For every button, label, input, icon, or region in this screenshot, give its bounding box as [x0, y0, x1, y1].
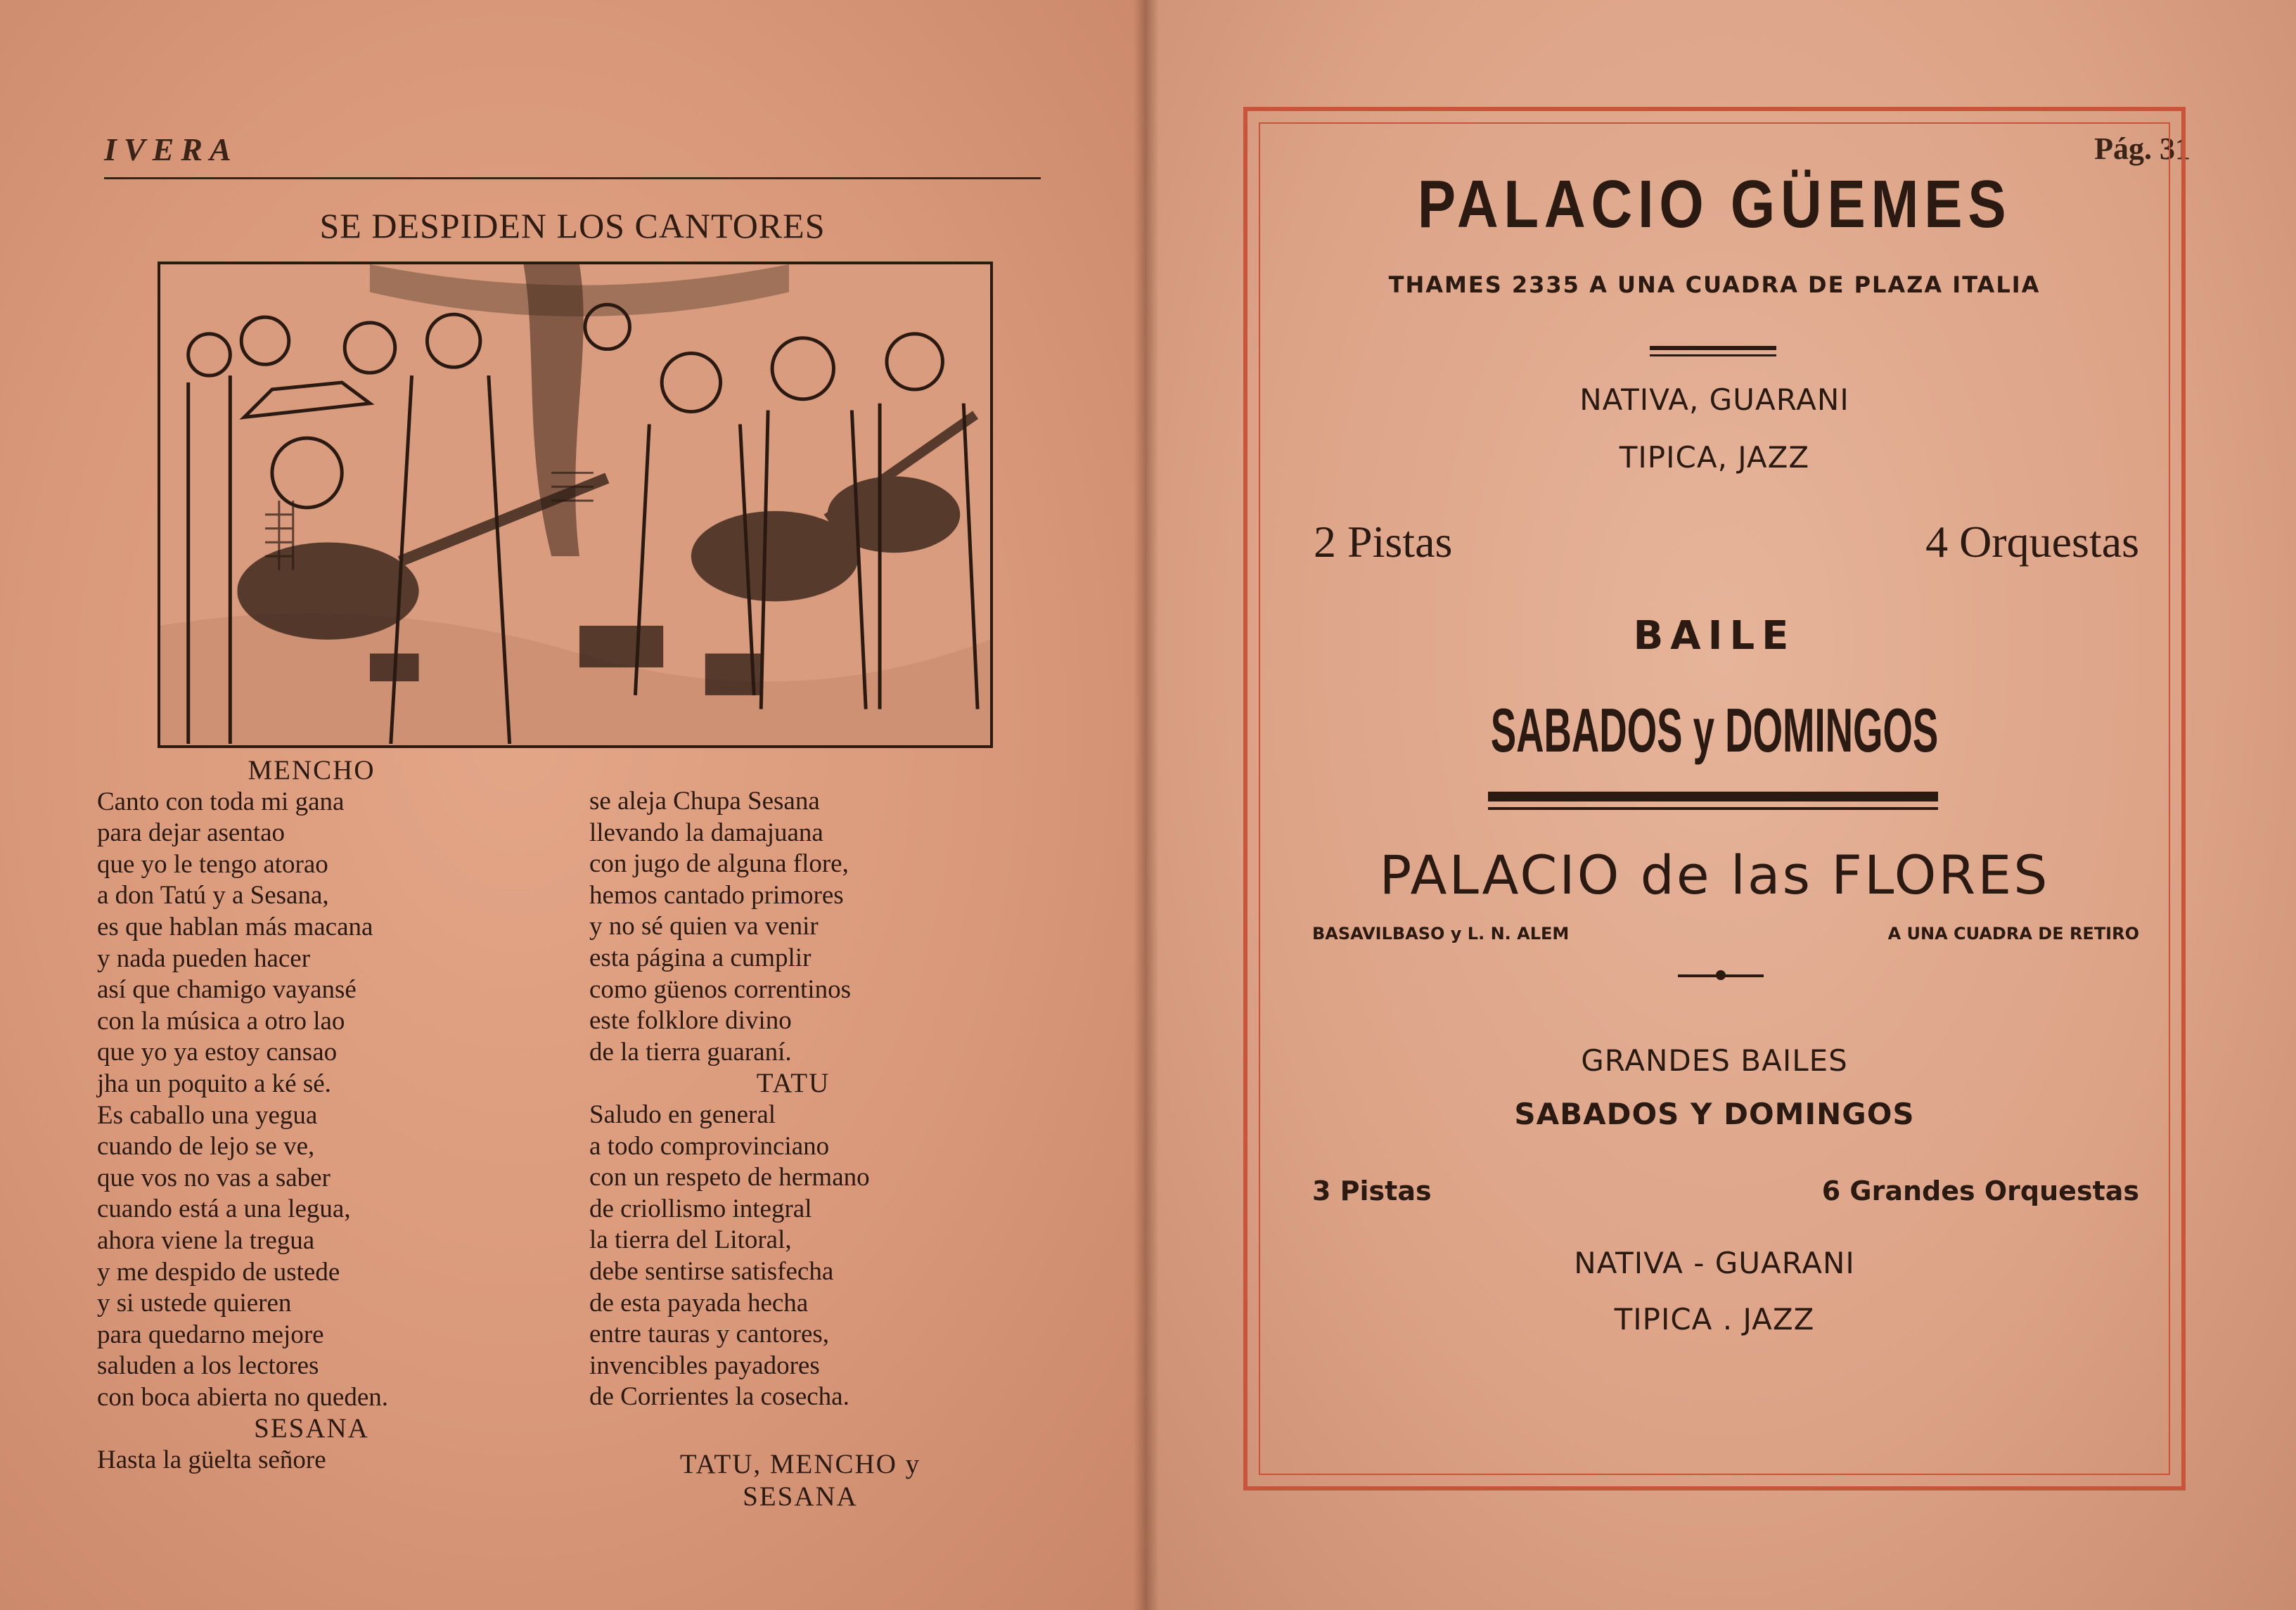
poem-line: cuando está a una legua,	[97, 1194, 351, 1224]
poem-line: y nada pueden hacer	[97, 944, 311, 973]
speaker-name: SESANA	[254, 1413, 369, 1444]
venue2-pistas: 3 Pistas	[1312, 1176, 1432, 1206]
poem-title: SE DESPIDEN LOS CANTORES	[319, 206, 826, 245]
double-rule	[1488, 792, 1938, 801]
poem-line: que yo le tengo atorao	[97, 849, 328, 879]
signature-line: SESANA	[743, 1481, 858, 1512]
venue1-baile: BAILE	[1633, 613, 1796, 659]
ornament-flourish-dot	[1716, 970, 1726, 980]
speaker-name: MENCHO	[248, 755, 376, 785]
poem-line: a todo comprovinciano	[589, 1131, 830, 1161]
poem-line: y no sé quien va venir	[589, 912, 819, 941]
ornament-rule	[1650, 346, 1776, 350]
poem-line: ahora viene la tregua	[97, 1225, 315, 1255]
poem-line: de esta payada hecha	[589, 1288, 809, 1318]
poem-line: este folklore divino	[589, 1006, 792, 1036]
poem-line: se aleja Chupa Sesana	[589, 787, 820, 816]
poem-line: Canto con toda mi gana	[97, 787, 345, 816]
poem-line: jha un poquito a ké sé.	[97, 1069, 331, 1098]
poem-line: para dejar asentao	[97, 818, 286, 848]
poem-line: con boca abierta no queden.	[97, 1382, 389, 1412]
double-rule	[1488, 807, 1938, 810]
poem-line: con jugo de alguna flore,	[589, 849, 849, 879]
venue2-music-line2: TIPICA . JAZZ	[1614, 1302, 1815, 1337]
venue1-pistas: 2 Pistas	[1314, 517, 1453, 567]
poem-line: Hasta la güelta señore	[97, 1445, 326, 1475]
poem-line: y me despido de ustede	[97, 1257, 340, 1287]
poem-line: que vos no vas a saber	[97, 1163, 331, 1192]
poem-line: con la música a otro lao	[97, 1006, 345, 1036]
signature	[603, 1448, 997, 1513]
poem-line: como güenos correntinos	[589, 974, 851, 1004]
poem-line: que yo ya estoy cansao	[97, 1038, 338, 1067]
poem-line: Saludo en general	[589, 1100, 776, 1129]
poem-line: saluden a los lectores	[97, 1351, 319, 1381]
signature-line: TATU, MENCHO y	[679, 1449, 921, 1479]
venue1-music-line1: NATIVA, GUARANI	[1579, 382, 1849, 417]
poem-column-left	[97, 755, 554, 1476]
ornament-rule	[1650, 354, 1776, 356]
poem-line: así que chamigo vayansé	[97, 975, 357, 1005]
venue1-name: PALACIO GÜEMES	[1417, 167, 2012, 242]
poem-line: invencibles payadores	[589, 1351, 820, 1380]
poem-line: con un respeto de hermano	[589, 1163, 870, 1192]
venue2-events: GRANDES BAILES	[1581, 1043, 1848, 1078]
venue1-days: SABADOS y DOMINGOS	[1490, 695, 1939, 765]
illustration-drawing	[160, 264, 990, 745]
poem-line: cuando de lejo se ve,	[97, 1132, 315, 1161]
poem-line: Es caballo una yegua	[97, 1100, 318, 1130]
venue2-music-line1: NATIVA - GUARANI	[1574, 1246, 1855, 1280]
poem-line: la tierra del Litoral,	[589, 1225, 792, 1255]
poem-column-right	[589, 786, 1025, 1413]
running-head: IVERA	[104, 131, 238, 167]
payadores-illustration-icon	[158, 262, 993, 748]
venue1-orquestas: 4 Orquestas	[1925, 517, 2139, 567]
header-rule	[104, 177, 1041, 179]
poem-line: esta página a cumplir	[589, 943, 812, 972]
poem-line: de la tierra guaraní.	[589, 1037, 792, 1067]
poem-line: es que hablan más macana	[97, 912, 373, 941]
poem-line: de criollismo integral	[589, 1194, 812, 1223]
poem-line: a don Tatú y a Sesana,	[97, 881, 329, 910]
book-gutter	[1134, 0, 1159, 1610]
poem-line: llevando la damajuana	[589, 818, 823, 847]
venue1-address: THAMES 2335 A UNA CUADRA DE PLAZA ITALIA	[1388, 271, 2041, 298]
poem-line: entre tauras y cantores,	[589, 1320, 830, 1349]
speaker-name: TATU	[756, 1068, 830, 1099]
poem-line: hemos cantado primores	[589, 880, 844, 910]
poem-line: debe sentirse satisfecha	[589, 1256, 834, 1286]
poem-line: de Corrientes la cosecha.	[589, 1382, 849, 1412]
venue2-orquestas: 6 Grandes Orquestas	[1821, 1176, 2139, 1206]
venue2-days: SABADOS Y DOMINGOS	[1514, 1097, 1915, 1131]
poem-line: y si ustede quieren	[97, 1289, 292, 1318]
venue2-address-right: A UNA CUADRA DE RETIRO	[1887, 924, 2139, 944]
poem-line: para quedarno mejore	[97, 1320, 324, 1349]
venue1-music-line2: TIPICA, JAZZ	[1619, 440, 1810, 475]
page-number: Pág. 31	[2094, 131, 2191, 166]
venue2-name: PALACIO de las FLORES	[1379, 844, 2050, 906]
venue2-address-left: BASAVILBASO y L. N. ALEM	[1312, 924, 1570, 944]
